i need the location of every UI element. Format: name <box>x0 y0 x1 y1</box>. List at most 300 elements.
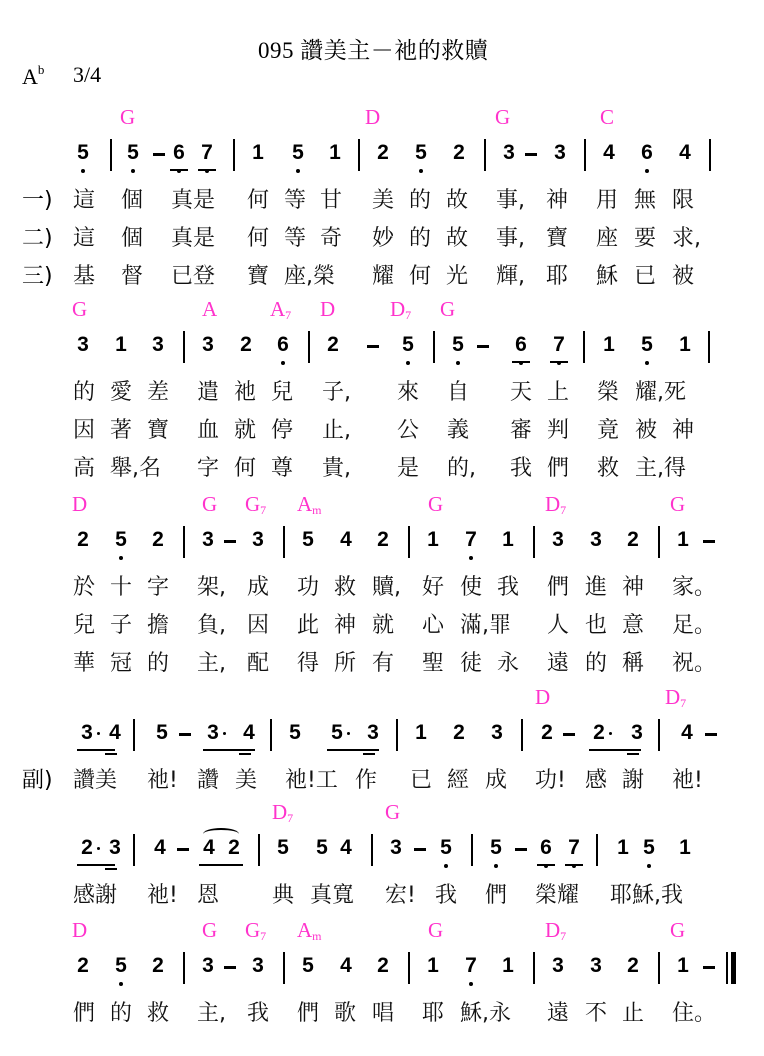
note-digit: 5 <box>643 836 655 859</box>
lyric-syllable: 寶 <box>546 226 569 251</box>
lyric-syllable: 的 <box>73 380 96 405</box>
note <box>549 528 567 552</box>
lyric-syllable: 耀,死 <box>635 380 686 405</box>
tie-slur <box>203 828 239 840</box>
lyric-syllable: 功 <box>297 575 320 600</box>
lyric-syllable: 限 <box>672 188 695 213</box>
note-digit: 5 <box>331 721 343 744</box>
note-digit: 3 <box>252 954 264 977</box>
lyric-syllable: 祝。 <box>672 651 717 676</box>
note <box>624 954 642 978</box>
lyric-syllable: 自 <box>447 380 470 405</box>
chord-extension: 7 <box>260 503 267 517</box>
chord-extension: m <box>312 503 322 517</box>
bar-line <box>471 834 473 866</box>
lyric-syllable: 救 <box>597 456 620 481</box>
lower-octave-dot <box>119 556 123 560</box>
lyric-syllable: 榮耀 <box>535 883 580 908</box>
eighth-underline <box>589 749 641 751</box>
song-title: 095 讚美主－祂的救贖 <box>258 38 489 63</box>
chord-name: D <box>72 492 88 516</box>
lyric-syllable: 不 <box>585 1001 608 1026</box>
lyric-syllable: 竟 <box>597 418 620 443</box>
note <box>198 141 216 165</box>
chord-name: G <box>428 918 444 942</box>
note <box>640 836 658 860</box>
chord-name: D <box>545 918 561 942</box>
note-digit: 1 <box>415 721 427 744</box>
lyric-syllable: 遣 <box>197 380 220 405</box>
note <box>274 836 292 860</box>
lyric-syllable: 配 <box>247 651 270 676</box>
note-digit: 2 <box>81 836 93 859</box>
note <box>313 836 331 860</box>
note-digit: 5 <box>302 528 314 551</box>
lyric-syllable: 因 <box>247 613 270 638</box>
bar-line <box>708 331 710 363</box>
note <box>462 954 480 978</box>
lyric-syllable: 聖 <box>422 651 445 676</box>
note-digit: 3 <box>202 333 214 356</box>
chord-name: D <box>72 918 88 942</box>
bar-line <box>433 331 435 363</box>
note <box>112 528 130 552</box>
lyric-syllable: 宏! <box>385 883 416 908</box>
note-digit: 2 <box>541 721 553 744</box>
note-digit: 3 <box>552 528 564 551</box>
lower-octave-dot <box>469 556 473 560</box>
lyric-syllable: 滿,罪 <box>460 613 511 638</box>
note <box>499 528 517 552</box>
note-digit: 3 <box>590 528 602 551</box>
bar-line <box>183 526 185 558</box>
note-digit: 5 <box>292 141 304 164</box>
note-digit: 2 <box>377 141 389 164</box>
lower-octave-dot <box>444 864 448 868</box>
note <box>106 836 124 860</box>
note <box>274 333 292 357</box>
sustain-dash <box>525 153 537 156</box>
note <box>299 954 317 978</box>
lyric-syllable: 耶 <box>422 1001 445 1026</box>
lyric-syllable: 祂! <box>147 883 178 908</box>
note <box>286 721 304 745</box>
note-digit: 2 <box>377 954 389 977</box>
lyric-syllable: 差 <box>147 380 170 405</box>
lyric-syllable: 光 <box>446 264 469 289</box>
note-digit: 2 <box>377 528 389 551</box>
chord-symbol <box>297 492 322 518</box>
augmentation-dot <box>97 732 100 735</box>
lyric-syllable: 奇 <box>320 226 343 251</box>
note-digit: 5 <box>402 333 414 356</box>
lyric-syllable: 的 <box>110 1001 133 1026</box>
lower-octave-dot <box>645 169 649 173</box>
lyric-syllable: 們 <box>297 1001 320 1026</box>
note-digit: 3 <box>152 333 164 356</box>
lyric-syllable: 救 <box>334 575 357 600</box>
lyric-syllable: 成 <box>247 575 270 600</box>
lyric-syllable: 愛 <box>110 380 133 405</box>
note-digit: 5 <box>127 141 139 164</box>
lyric-syllable: 謝 <box>622 768 645 793</box>
lyric-syllable: 子 <box>110 613 133 638</box>
lyric-syllable: 用 <box>596 188 619 213</box>
lyric-syllable: 冠 <box>110 651 133 676</box>
sustain-dash <box>563 733 575 736</box>
note-digit: 1 <box>427 528 439 551</box>
note-digit: 1 <box>329 141 341 164</box>
lyric-syllable: 這 <box>73 188 96 213</box>
chord-name: G <box>385 800 401 824</box>
lyric-syllable: 恩 <box>197 883 220 908</box>
lyric-syllable: 祂!工 <box>285 768 338 793</box>
chord-symbol <box>428 918 443 943</box>
note-digit: 2 <box>327 333 339 356</box>
note <box>74 333 92 357</box>
bar-line <box>183 331 185 363</box>
lyric-syllable: 寶 <box>147 418 170 443</box>
chord-name: G <box>245 918 261 942</box>
lyric-syllable: 甘 <box>320 188 343 213</box>
note <box>537 836 555 860</box>
chord-symbol <box>72 918 87 943</box>
lyric-syllable: 貴, <box>322 456 351 481</box>
lyric-syllable: 十 <box>110 575 133 600</box>
lyric-syllable: 這 <box>73 226 96 251</box>
lyric-syllable: 無 <box>634 188 657 213</box>
note-digit: 6 <box>641 141 653 164</box>
time-signature: 3/4 <box>73 62 102 87</box>
chord-name: G <box>202 918 218 942</box>
bar-line <box>584 139 586 171</box>
note-digit: 2 <box>627 954 639 977</box>
note-digit: 5 <box>415 141 427 164</box>
note-digit: 5 <box>77 141 89 164</box>
bar-line <box>308 331 310 363</box>
lyric-syllable: 們 <box>73 1001 96 1026</box>
note <box>676 836 694 860</box>
chord-name: A <box>297 492 313 516</box>
note <box>590 721 608 745</box>
lyric-syllable: 擔 <box>147 613 170 638</box>
chord-symbol <box>272 800 293 826</box>
sustain-dash <box>153 153 165 156</box>
lyric-syllable: 好 <box>422 575 445 600</box>
lower-octave-dot <box>81 169 85 173</box>
lyric-syllable: 此 <box>297 613 320 638</box>
eighth-underline <box>327 749 379 751</box>
chord-name: C <box>600 105 615 129</box>
lyric-syllable: 家。 <box>672 575 717 600</box>
note-digit: 1 <box>427 954 439 977</box>
verse-label: 三) <box>22 264 53 289</box>
note <box>374 954 392 978</box>
note <box>600 333 618 357</box>
eighth-underline <box>170 169 188 171</box>
lyric-syllable: 個 <box>121 226 144 251</box>
note <box>624 528 642 552</box>
lyric-syllable: 們 <box>547 456 570 481</box>
chord-symbol <box>390 297 411 323</box>
lyric-syllable: 有 <box>372 651 395 676</box>
lyric-syllable: 祂! <box>672 768 703 793</box>
lyric-syllable: 止 <box>622 1001 645 1026</box>
note <box>374 528 392 552</box>
lyric-syllable: 我 <box>435 883 458 908</box>
lyric-syllable: 已 <box>410 768 433 793</box>
chord-symbol <box>545 492 566 518</box>
note <box>412 141 430 165</box>
sixteenth-underline <box>627 753 639 755</box>
note-digit: 5 <box>115 528 127 551</box>
lyric-syllable: 榮 <box>597 380 620 405</box>
note <box>74 528 92 552</box>
note-digit: 2 <box>77 528 89 551</box>
sustain-dash <box>703 540 715 543</box>
note-digit: 6 <box>540 836 552 859</box>
lyric-syllable: 停 <box>271 418 294 443</box>
note-digit: 2 <box>152 954 164 977</box>
note <box>449 333 467 357</box>
eighth-underline <box>537 864 555 866</box>
lyric-syllable: 座 <box>596 226 619 251</box>
lyric-syllable: 作 <box>355 768 378 793</box>
lower-octave-dot <box>406 361 410 365</box>
augmentation-dot <box>97 847 100 850</box>
lyric-syllable: 尊 <box>271 456 294 481</box>
sixteenth-underline <box>363 753 375 755</box>
lower-octave-dot <box>456 361 460 365</box>
lyric-syllable: 進 <box>585 575 608 600</box>
chord-extension: 7 <box>405 308 412 322</box>
chord-symbol <box>72 297 87 322</box>
chord-name: G <box>120 105 136 129</box>
chord-name: A <box>270 297 286 321</box>
lyric-syllable: 華 <box>73 651 96 676</box>
note <box>549 954 567 978</box>
chord-extension: 7 <box>680 696 687 710</box>
note-digit: 2 <box>453 721 465 744</box>
chord-symbol <box>600 105 614 130</box>
note-digit: 3 <box>109 836 121 859</box>
lyric-syllable: 們 <box>485 883 508 908</box>
note <box>78 836 96 860</box>
lyric-syllable: 祂 <box>234 380 257 405</box>
lyric-syllable: 稱 <box>622 651 645 676</box>
note-digit: 5 <box>490 836 502 859</box>
bar-line <box>133 834 135 866</box>
lyric-syllable: 的 <box>409 188 432 213</box>
chord-symbol <box>440 297 455 322</box>
lyric-syllable: 耶 <box>546 264 569 289</box>
lyric-syllable: 字 <box>197 456 220 481</box>
lyric-syllable: 的 <box>409 226 432 251</box>
augmentation-dot <box>223 732 226 735</box>
chord-name: G <box>440 297 456 321</box>
lyric-syllable: 等 <box>284 226 307 251</box>
eighth-underline <box>203 749 255 751</box>
sustain-dash <box>177 848 189 851</box>
sixteenth-underline <box>105 868 117 870</box>
note <box>199 333 217 357</box>
note-digit: 3 <box>491 721 503 744</box>
note-digit: 4 <box>109 721 121 744</box>
lower-octave-dot <box>645 361 649 365</box>
lyric-syllable: 是 <box>397 456 420 481</box>
note <box>412 721 430 745</box>
chord-extension: 7 <box>287 811 294 825</box>
note <box>600 141 618 165</box>
lyric-syllable: 架, <box>197 575 226 600</box>
chord-symbol <box>670 492 685 517</box>
note-digit: 3 <box>552 954 564 977</box>
note-digit: 6 <box>173 141 185 164</box>
note-digit: 7 <box>465 954 477 977</box>
eighth-underline <box>77 864 115 866</box>
lyric-syllable: 神 <box>622 575 645 600</box>
lyric-syllable: 我 <box>510 456 533 481</box>
note <box>237 333 255 357</box>
note-digit: 1 <box>677 954 689 977</box>
note-digit: 3 <box>503 141 515 164</box>
note <box>538 721 556 745</box>
chord-name: G <box>72 297 88 321</box>
chord-name: A <box>297 918 313 942</box>
note <box>170 141 188 165</box>
bar-line <box>533 526 535 558</box>
lyric-syllable: 人 <box>547 613 570 638</box>
note <box>106 721 124 745</box>
note <box>112 333 130 357</box>
lyric-syllable: 高 <box>73 456 96 481</box>
note-digit: 3 <box>590 954 602 977</box>
lyric-syllable: 經 <box>447 768 470 793</box>
lyric-syllable: 神 <box>546 188 569 213</box>
note-digit: 1 <box>502 954 514 977</box>
sustain-dash <box>477 345 489 348</box>
chord-name: G <box>245 492 261 516</box>
lyric-syllable: 的 <box>147 651 170 676</box>
note <box>149 333 167 357</box>
note <box>249 954 267 978</box>
chord-symbol <box>202 492 217 517</box>
note <box>337 528 355 552</box>
lyric-syllable: 基 <box>73 264 96 289</box>
lyric-syllable: 足。 <box>672 613 717 638</box>
lyric-syllable: 負, <box>197 613 226 638</box>
sixteenth-underline <box>105 753 117 755</box>
note-digit: 5 <box>452 333 464 356</box>
eighth-underline <box>512 361 530 363</box>
lyric-syllable: 兒 <box>271 380 294 405</box>
chord-name: D <box>320 297 336 321</box>
lyric-syllable: 遠 <box>547 651 570 676</box>
lyric-syllable: 兒 <box>73 613 96 638</box>
sustain-dash <box>515 848 527 851</box>
lower-octave-dot <box>296 169 300 173</box>
note-digit: 2 <box>77 954 89 977</box>
lyric-syllable: 何 <box>247 226 270 251</box>
lyric-syllable: 於 <box>73 575 96 600</box>
note <box>151 836 169 860</box>
lyric-syllable: 主, <box>197 1001 226 1026</box>
flat-accidental: b <box>37 62 45 77</box>
note-digit: 1 <box>617 836 629 859</box>
note-digit: 3 <box>554 141 566 164</box>
lyric-syllable: 穌 <box>596 264 619 289</box>
chord-symbol <box>670 918 685 943</box>
lyric-syllable: 感謝 <box>73 883 118 908</box>
final-bar-thin <box>726 952 728 984</box>
note <box>587 954 605 978</box>
sustain-dash <box>703 966 715 969</box>
bar-line <box>270 719 272 751</box>
bar-line <box>283 526 285 558</box>
eighth-underline <box>199 864 243 866</box>
note <box>676 141 694 165</box>
chord-symbol <box>428 492 443 517</box>
lyric-syllable: 祂! <box>147 768 178 793</box>
lyric-syllable: 座,榮 <box>284 264 335 289</box>
note <box>462 528 480 552</box>
lyric-syllable: 要 <box>634 226 657 251</box>
chord-symbol <box>202 297 217 322</box>
note <box>199 954 217 978</box>
lower-octave-dot <box>494 864 498 868</box>
lyric-syllable: 也 <box>585 613 608 638</box>
lyric-syllable: 典 <box>272 883 295 908</box>
note <box>78 721 96 745</box>
lyric-syllable: 子, <box>322 380 351 405</box>
note <box>437 836 455 860</box>
lyric-syllable: 神 <box>334 613 357 638</box>
lyric-syllable: 妙 <box>372 226 395 251</box>
note-digit: 1 <box>252 141 264 164</box>
lower-octave-dot <box>281 361 285 365</box>
verse-label: 二) <box>22 226 53 251</box>
chord-symbol <box>665 685 686 711</box>
lyric-syllable: 故 <box>446 226 469 251</box>
note-digit: 1 <box>502 528 514 551</box>
lyric-syllable: 何 <box>247 188 270 213</box>
chord-symbol <box>245 492 266 518</box>
chord-name: G <box>495 105 511 129</box>
note-digit: 5 <box>440 836 452 859</box>
lyric-syllable: 因 <box>73 418 96 443</box>
note-digit: 4 <box>340 954 352 977</box>
lyric-syllable: 督 <box>121 264 144 289</box>
note <box>149 528 167 552</box>
lyric-syllable: 永 <box>497 651 520 676</box>
augmentation-dot <box>347 732 350 735</box>
note-digit: 3 <box>81 721 93 744</box>
lyric-syllable: 的, <box>447 456 476 481</box>
lyric-syllable: 歌 <box>334 1001 357 1026</box>
lyric-syllable: 等 <box>284 188 307 213</box>
note-digit: 1 <box>677 528 689 551</box>
bar-line <box>183 952 185 984</box>
note <box>424 528 442 552</box>
eighth-underline <box>565 864 583 866</box>
key-letter: A <box>22 64 38 89</box>
note <box>638 333 656 357</box>
lyric-syllable: 們 <box>547 575 570 600</box>
lyric-syllable: 血 <box>197 418 220 443</box>
lyric-syllable: 何 <box>234 456 257 481</box>
lyric-syllable: 我 <box>497 575 520 600</box>
final-bar-thick <box>731 952 736 984</box>
